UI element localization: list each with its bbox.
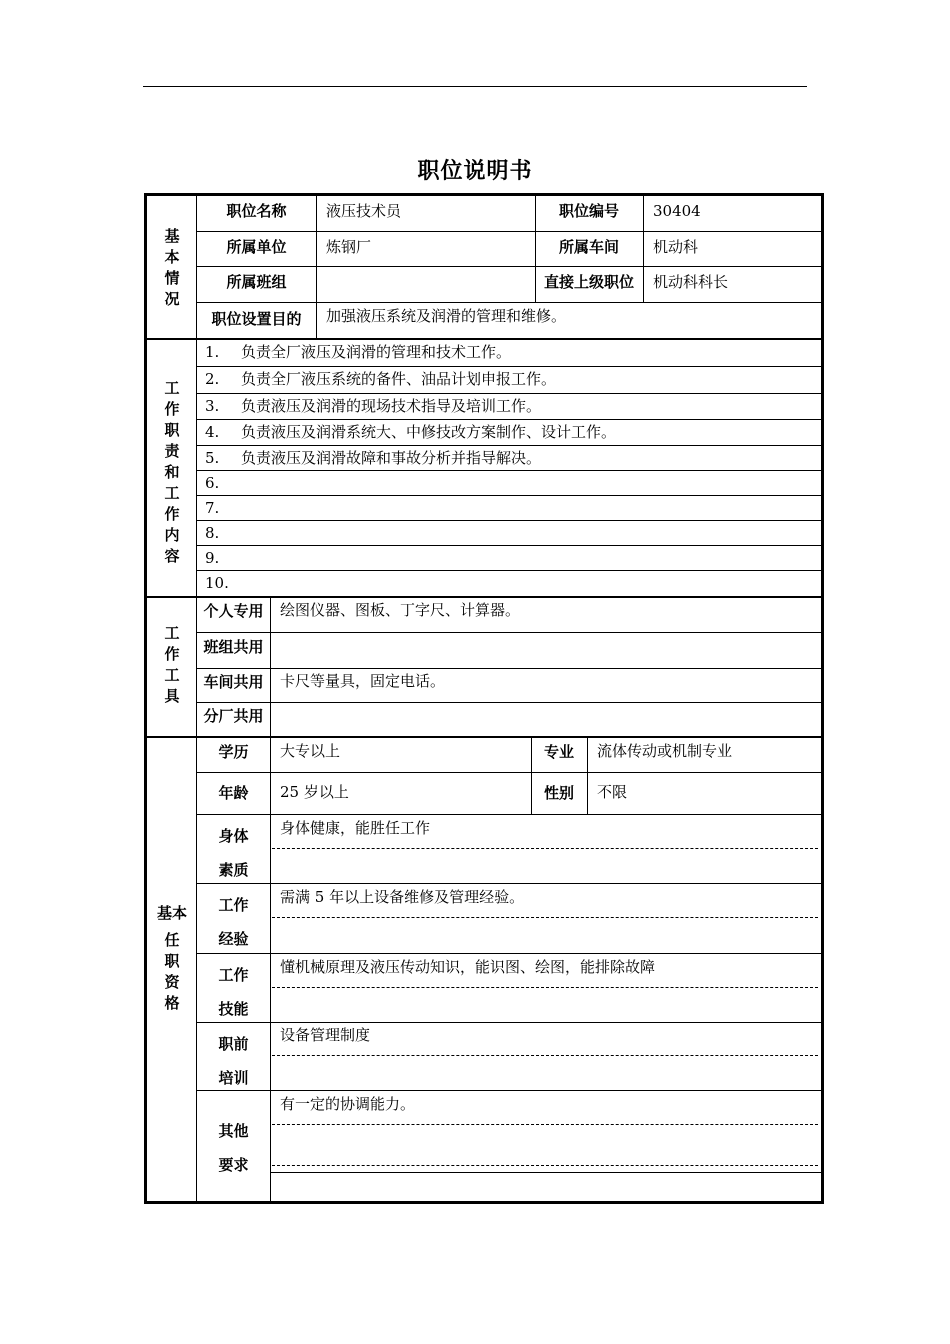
tool-team-label: 班组共用 — [203, 638, 264, 656]
tool-workshop-value: 卡尺等量具，固定电话。 — [280, 672, 446, 690]
major-label: 专业 — [543, 743, 574, 761]
tool-branch-label: 分厂共用 — [203, 707, 264, 725]
duty-item — [205, 342, 815, 362]
duty-item — [205, 422, 815, 442]
duty-text: 负责全厂液压系统的备件、油品计划申报工作。 — [241, 370, 557, 388]
section-qual-label-b: 任职资格 — [164, 931, 180, 1012]
duty-number: 2. — [205, 370, 220, 388]
page-title: 职位说明书 — [417, 159, 533, 184]
writing-line — [272, 1055, 818, 1056]
position-name-label: 职位名称 — [226, 202, 287, 220]
supervisor-label: 直接上级职位 — [543, 273, 634, 291]
duty-text: 负责液压及润滑故障和事故分析并指导解决。 — [241, 449, 542, 467]
writing-line — [272, 987, 818, 988]
section-qualifications — [152, 903, 192, 1014]
team-label: 所属班组 — [226, 273, 287, 291]
duty-item — [205, 369, 815, 389]
physical-label-a: 身体 — [218, 827, 249, 845]
training-label-a: 职前 — [218, 1035, 249, 1053]
section-qual-label-a: 基本 — [156, 904, 187, 922]
duty-number: 5. — [205, 449, 220, 467]
education-value: 大专以上 — [280, 742, 341, 760]
education-label: 学历 — [218, 743, 249, 761]
tool-personal-label: 个人专用 — [203, 602, 264, 620]
duty-text: 负责全厂液压及润滑的管理和技术工作。 — [241, 343, 512, 361]
other-label — [197, 1114, 270, 1182]
training-value: 设备管理制度 — [280, 1026, 371, 1044]
writing-line — [272, 848, 818, 849]
training-label — [197, 1027, 270, 1095]
duty-item — [205, 448, 815, 468]
duty-item — [205, 396, 815, 416]
training-label-b: 培训 — [218, 1069, 249, 1087]
experience-label-b: 经验 — [218, 930, 249, 948]
skills-label-b: 技能 — [218, 1000, 249, 1018]
experience-label — [197, 888, 270, 956]
section-tools — [152, 623, 192, 707]
purpose-label: 职位设置目的 — [211, 310, 302, 328]
section-duties — [152, 378, 192, 567]
header-rule — [143, 86, 807, 87]
tool-personal-value: 绘图仪器、图板、丁字尺、计算器。 — [280, 601, 521, 619]
supervisor-value: 机动科科长 — [653, 273, 729, 291]
gender-label: 性别 — [543, 784, 574, 802]
duty-number: 1. — [205, 343, 220, 361]
duty-number: 10. — [205, 574, 229, 592]
duty-text: 负责液压及润滑系统大、中修技改方案制作、设计工作。 — [241, 423, 617, 441]
section-tools-label: 工作工具 — [164, 624, 180, 705]
writing-line — [272, 1165, 818, 1166]
other-label-a: 其他 — [218, 1122, 249, 1140]
duty-item — [205, 498, 815, 518]
physical-label-b: 素质 — [218, 861, 249, 879]
major-value: 流体传动或机制专业 — [597, 742, 733, 760]
duty-number: 8. — [205, 524, 220, 542]
workshop-label: 所属车间 — [558, 238, 619, 256]
skills-label-a: 工作 — [218, 966, 249, 984]
unit-label: 所属单位 — [226, 238, 287, 256]
experience-label-a: 工作 — [218, 896, 249, 914]
workshop-value: 机动科 — [653, 238, 699, 256]
skills-value: 懂机械原理及液压传动知识，能识图、绘图，能排除故障 — [280, 958, 656, 976]
age-value: 25 岁以上 — [280, 783, 349, 801]
duty-item — [205, 573, 815, 593]
other-value: 有一定的协调能力。 — [280, 1095, 416, 1113]
experience-value: 需满 5 年以上设备维修及管理经验。 — [280, 888, 525, 906]
duty-item — [205, 473, 815, 493]
position-code-value: 30404 — [653, 202, 701, 220]
duty-number: 6. — [205, 474, 220, 492]
duty-item — [205, 523, 815, 543]
writing-line — [272, 1124, 818, 1125]
other-label-b: 要求 — [218, 1156, 249, 1174]
section-basic-info-label: 基本情况 — [164, 227, 180, 308]
position-name-value: 液压技术员 — [326, 202, 402, 220]
unit-value: 炼钢厂 — [326, 238, 372, 256]
duty-text: 负责液压及润滑的现场技术指导及培训工作。 — [241, 397, 542, 415]
section-basic-info — [152, 226, 192, 310]
skills-label — [197, 958, 270, 1026]
physical-label — [197, 819, 270, 887]
purpose-value: 加强液压系统及润滑的管理和维修。 — [326, 307, 567, 325]
duty-number: 7. — [205, 499, 220, 517]
duty-item — [205, 548, 815, 568]
physical-value: 身体健康，能胜任工作 — [280, 819, 431, 837]
age-label: 年龄 — [218, 784, 249, 802]
duty-number: 4. — [205, 423, 220, 441]
duty-number: 9. — [205, 549, 220, 567]
position-code-label: 职位编号 — [558, 202, 619, 220]
writing-line — [272, 917, 818, 918]
gender-value: 不限 — [597, 783, 628, 801]
duty-number: 3. — [205, 397, 220, 415]
tool-workshop-label: 车间共用 — [203, 673, 264, 691]
section-duties-label: 工作职责和工作内容 — [164, 379, 180, 565]
